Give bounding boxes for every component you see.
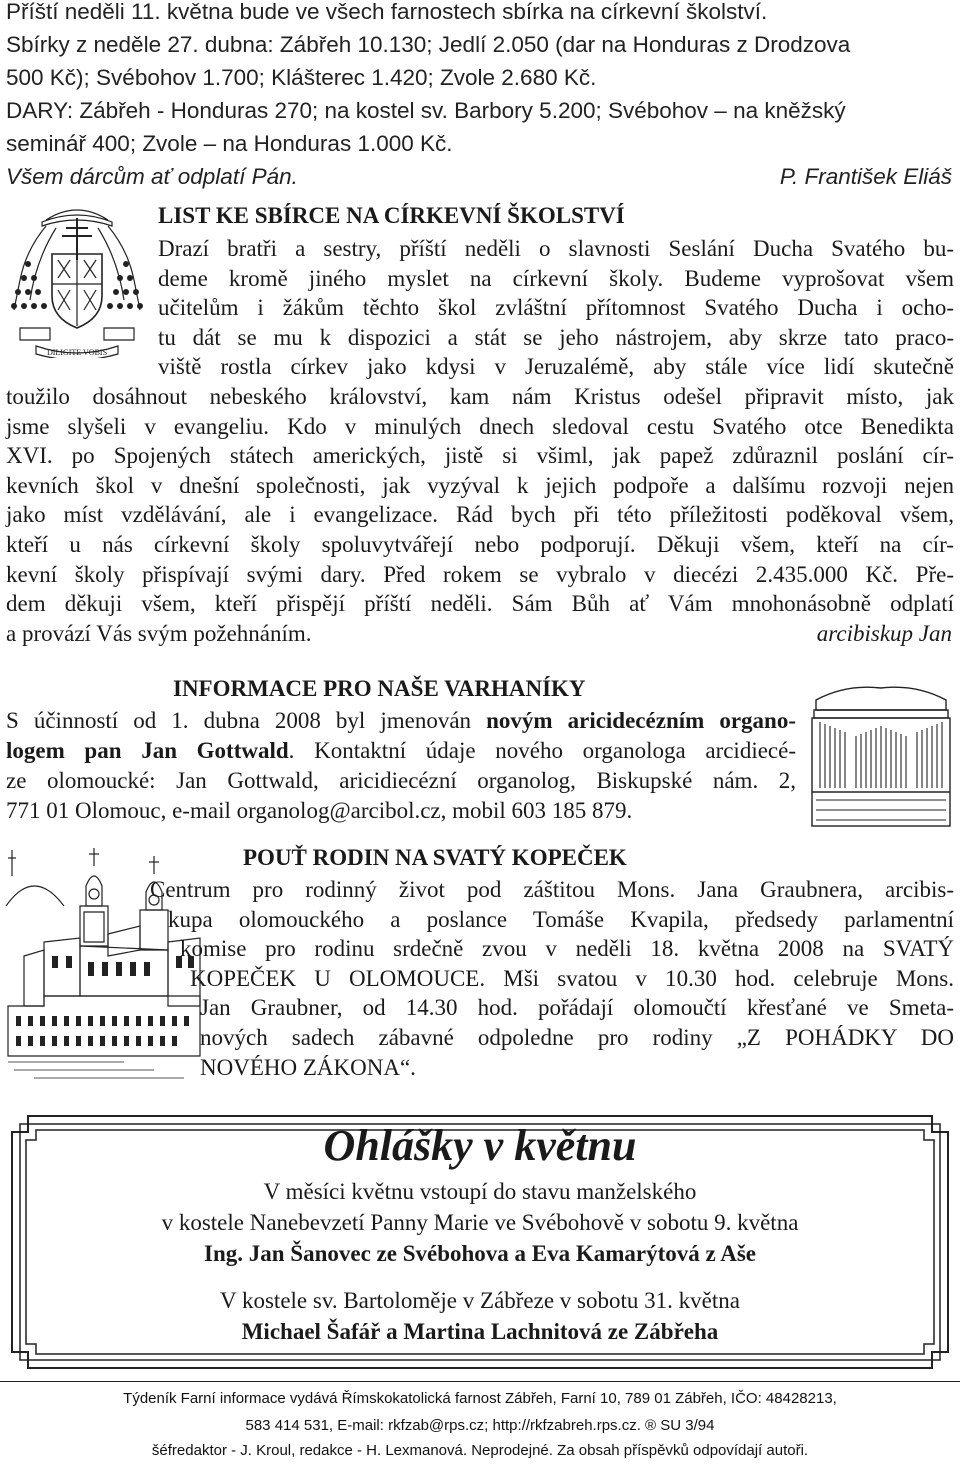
announcement-line: DARY: Zábřeh - Honduras 270; na kostel sv. Barbory 5.200; Svébohov – na kněžský bbox=[6, 98, 846, 123]
pilgrimage-line: kupa olomouckého a poslance Tomáše Kvapila, předsedy parlamentní bbox=[168, 906, 954, 932]
pilgrimage-title: POUŤ RODIN NA SVATÝ KOPEČEK bbox=[243, 845, 627, 870]
banns-couple: Ing. Jan Šanovec ze Svébohova a Eva Kamarýtová z Aše bbox=[204, 1241, 756, 1266]
letter-line: kevní školy přispívají svými dary. Před rokem se vybralo v diecézi 2.435.000 Kč. Pře- bbox=[6, 561, 954, 587]
banns-line: V měsíci květnu vstoupí do stavu manželského bbox=[263, 1179, 697, 1204]
organ-text: S účinností od 1. dubna 2008 byl jmenován bbox=[6, 708, 487, 733]
letter-line: kevních škol v dnešní společnosti, jak vyzýval k jejich podpoře a dalšímu rozvoji nejen bbox=[6, 472, 954, 498]
organ-text: . Kontaktní údaje nového organologa arcidiecé- bbox=[288, 738, 796, 763]
pilgrimage-line: komise pro rodinu srdečně zvou v neděli 18. května 2008 na SVATÝ bbox=[180, 936, 954, 962]
letter-line: dem děkuji všem, kteří přispějí příští neděli. Sám Bůh ať Vám mnohonásobně odplatí bbox=[6, 591, 954, 617]
banns-couple: Michael Šafář a Martina Lachnitová ze Zábřeha bbox=[241, 1319, 719, 1344]
coat-of-arms-icon bbox=[6, 200, 148, 358]
organ-line: ze olomoucké: Jan Gottwald, aricidiecézní organolog, Biskupské nám. 2, bbox=[6, 768, 796, 793]
letter-line: jsme slyšeli v evangeliu. Kdo v minulých dnech sledoval cestu Svatého otce Benedikta bbox=[6, 413, 954, 439]
announcement-line: 500 Kč); Svébohov 1.700; Klášterec 1.420; Zvole 2.680 Kč. bbox=[6, 65, 597, 90]
footer-rule bbox=[0, 1381, 960, 1382]
thanks-line: Všem dárcům ať odplatí Pán. bbox=[6, 164, 298, 189]
letter-line: viště rostla církev jako kdysi v Jeruzalémě, aby stále více lidí skutečně bbox=[158, 354, 954, 380]
letter-title: LIST KE SBÍRCE NA CÍRKEVNÍ ŠKOLSTVÍ bbox=[158, 203, 625, 228]
pilgrimage-line: Centrum pro rodinný život pod záštitou Mons. Jana Graubnera, arcibis- bbox=[150, 877, 954, 902]
banns-line: v kostele Nanebevzetí Panny Marie ve Svébohově v sobotu 9. května bbox=[161, 1210, 799, 1235]
letter-line: Drazí bratři a sestry, příští neděli o slavnosti Seslání Ducha Svatého bu- bbox=[158, 236, 954, 261]
announcement-line: Sbírky z neděle 27. dubna: Zábřeh 10.130; Jedlí 2.050 (dar na Honduras z Drodzova bbox=[6, 32, 851, 57]
letter-line: a provází Vás svým požehnáním. bbox=[6, 620, 312, 646]
footer-line: Týdeník Farní informace vydává Římskokatolická farnost Zábřeh, Farní 10, 789 01 Zábřeh, IČO: 48428213, bbox=[123, 1390, 837, 1407]
organ-line bbox=[6, 736, 796, 766]
letter-line: kteří u nás církevní školy spoluvytvářejí nebo podporují. Děkuji všem, kteří na cír- bbox=[6, 532, 954, 557]
announcement-line: Příští neděli 11. května bude ve všech farnostech sbírka na církevní školství. bbox=[6, 0, 768, 24]
organ-line: 771 01 Olomouc, e-mail organolog@arcibol.cz, mobil 603 185 879. bbox=[6, 798, 633, 823]
announcement-signature: P. František Eliáš bbox=[779, 164, 952, 189]
letter-signature: arcibiskup Jan bbox=[816, 620, 952, 646]
letter-line: XVI. po Spojených státech amerických, jistě si všiml, jak papež zdůraznil poslání cír- bbox=[6, 443, 954, 469]
letter-line: tu dát se mu k dispozici a stát se jeho nástrojem, aby skrze tato praco- bbox=[158, 324, 954, 350]
organ-line bbox=[6, 706, 796, 736]
banns-title: Ohlášky v květnu bbox=[323, 1121, 637, 1170]
footer-line: 583 414 531, E-mail: rkfzab@rps.cz; http://rkfzabreh.rps.cz. ® SU 3/94 bbox=[245, 1417, 715, 1434]
announcement-line: seminář 400; Zvole – na Honduras 1.000 Kč. bbox=[6, 131, 453, 156]
pilgrimage-line: NOVÉHO ZÁKONA“. bbox=[200, 1054, 416, 1080]
pilgrimage-line: KOPEČEK U OLOMOUCE. Mši svatou v 10.30 hod. celebruje Mons. bbox=[190, 965, 954, 991]
pilgrimage-line: Jan Graubner, od 14.30 hod. pořádají olomoučtí křesťané ve Smeta- bbox=[200, 995, 954, 1021]
pilgrimage-line: nových sadech zábavné odpoledne pro rodiny „Z POHÁDKY DO bbox=[200, 1025, 954, 1050]
organ-title: INFORMACE PRO NAŠE VARHANÍKY bbox=[173, 676, 586, 701]
organ-text-bold: novým aricidecézním organo- bbox=[486, 708, 796, 733]
crest-motto: DILIGITE VOBIS bbox=[46, 348, 108, 357]
banns-line: V kostele sv. Bartoloměje v Zábřeze v sobotu 31. května bbox=[220, 1288, 740, 1313]
letter-line: jako míst vzdělávání, ale i evangelizace. Rád bych při této příležitosti poděkoval všem, bbox=[6, 502, 954, 528]
letter-line: učitelům i žákům těchto škol zvláštní přítomnost Svatého Ducha i ocho- bbox=[158, 295, 954, 321]
letter-line: deme kromě jiného myslet na církevní školy. Budeme vyprošovat všem bbox=[158, 265, 954, 291]
organ-text-bold: logem pan Jan Gottwald bbox=[6, 738, 289, 763]
organ-pipes-icon bbox=[806, 680, 956, 828]
footer-line: šéfredaktor - J. Kroul, redakce - H. Lexmanová. Neprodejné. Za obsah příspěvků odpovídají autoři. bbox=[151, 1442, 809, 1459]
letter-line: toužilo dosáhnout nebeského království, kam nám Kristus odešel připravit místo, jak bbox=[6, 384, 954, 409]
